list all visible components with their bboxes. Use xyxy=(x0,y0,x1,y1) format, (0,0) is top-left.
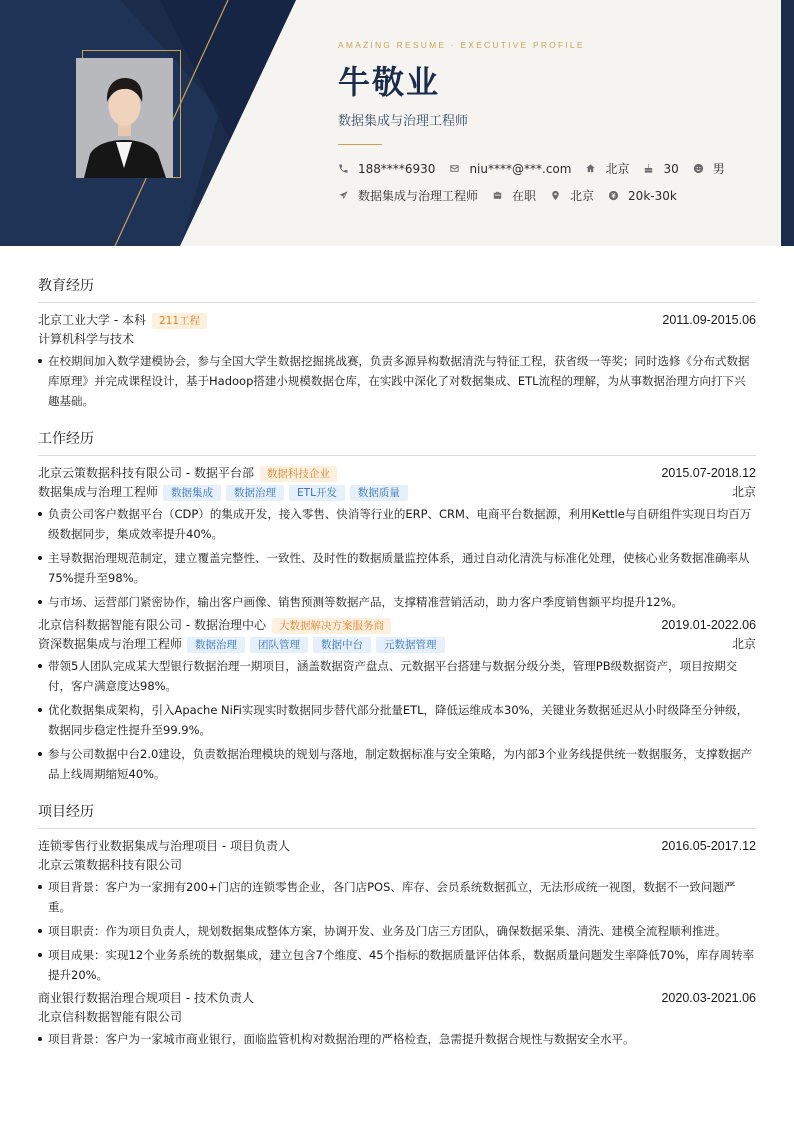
header-right-bar xyxy=(781,0,794,246)
resume-header xyxy=(0,0,794,246)
school-tag: 211工程 xyxy=(152,313,207,329)
education-section xyxy=(38,276,756,411)
job-entry xyxy=(38,616,756,784)
salary-item xyxy=(608,189,677,203)
skill-tag: 元数据管理 xyxy=(376,637,445,653)
section-title-education: 教育经历 xyxy=(38,276,756,303)
skill-tag: 数据治理 xyxy=(226,485,284,501)
skill-tag: 数据集成 xyxy=(163,485,221,501)
section-title-projects: 项目经历 xyxy=(38,802,756,829)
skill-tag: ETL开发 xyxy=(289,485,345,501)
salary-text: 20k-30k xyxy=(628,188,677,203)
age-item xyxy=(643,162,678,176)
mail-icon xyxy=(449,163,460,174)
candidate-name: 牛敬业 xyxy=(338,63,441,101)
education-bullets xyxy=(38,351,756,411)
job-bullet: 负责公司客户数据平台（CDP）的集成开发，接入零售、快消等行业的ERP、CRM、电商平台数据源，利用Kettle与自研组件实现日均百万级数据同步，集成效率提升40%。 xyxy=(38,504,756,544)
job-position: 资深数据集成与治理工程师 xyxy=(38,637,183,651)
target-city-item xyxy=(550,187,594,204)
hometown-text: 北京 xyxy=(605,162,630,176)
job-bullet: 与市场、运营部门紧密协作，输出客户画像、销售预测等数据产品，支撑精准营销活动，助力客户季度销售额平均提升12%。 xyxy=(38,592,756,612)
section-title-work: 工作经历 xyxy=(38,429,756,456)
location-pin-icon xyxy=(550,190,561,201)
skill-tag: 团队管理 xyxy=(250,637,308,653)
project-date: 2020.03-2021.06 xyxy=(661,991,756,1005)
skill-tag: 数据质量 xyxy=(350,485,408,501)
cake-icon xyxy=(643,163,654,174)
job-bullets xyxy=(38,504,756,612)
job-header-row xyxy=(38,464,756,483)
project-name: 商业银行数据治理合规项目 - 技术负责人 xyxy=(38,991,254,1005)
project-bullet: 项目职责：作为项目负责人，规划数据集成整体方案，协调开发、业务及门店三方团队，确保数据采集、清洗、建模全流程顺利推进。 xyxy=(38,921,756,941)
send-icon xyxy=(338,190,349,201)
gender-icon xyxy=(693,163,704,174)
briefcase-icon xyxy=(492,190,503,201)
project-header-row xyxy=(38,989,756,1008)
job-bullet: 参与公司数据中台2.0建设，负责数据治理模块的规划与落地，制定数据标准与安全策略，为内部3个业务线提供统一数据服务，支撑数据产品上线周期缩短40%。 xyxy=(38,744,756,784)
education-header-row xyxy=(38,311,756,330)
job-header-row xyxy=(38,616,756,635)
phone-text: 188****6930 xyxy=(358,161,436,176)
job-bullet: 主导数据治理规范制定，建立覆盖完整性、一致性、及时性的数据质量监控体系，通过自动化清洗与标准化处理，使核心业务数据准确率从75%提升至98%。 xyxy=(38,548,756,588)
home-icon xyxy=(585,163,596,174)
gold-divider xyxy=(338,144,382,145)
phone-item xyxy=(338,162,435,176)
school-name: 北京工业大学 - 本科 xyxy=(38,313,146,327)
project-entry xyxy=(38,837,756,985)
education-major: 计算机科学与技术 xyxy=(38,332,135,346)
job-entry xyxy=(38,464,756,612)
company-tag: 数据科技企业 xyxy=(260,466,337,482)
project-bullets xyxy=(38,877,756,985)
job-city: 北京 xyxy=(731,637,756,651)
education-date: 2011.09-2015.06 xyxy=(662,313,756,327)
resume-body xyxy=(38,276,756,1067)
job-city: 北京 xyxy=(731,485,756,499)
project-name: 连锁零售行业数据集成与治理项目 - 项目负责人 xyxy=(38,839,290,853)
hometown-item xyxy=(585,160,629,177)
project-date: 2016.05-2017.12 xyxy=(661,839,756,853)
email-text: niu****@***.com xyxy=(469,161,572,176)
job-position-row xyxy=(38,635,756,654)
job-bullets xyxy=(38,656,756,784)
salary-icon xyxy=(608,190,619,201)
project-entry xyxy=(38,989,756,1049)
phone-icon xyxy=(338,163,349,174)
job-position: 数据集成与治理工程师 xyxy=(38,485,159,499)
age-text: 30 xyxy=(663,161,679,176)
projects-section xyxy=(38,802,756,1049)
resume-tagline: AMAZING RESUME · EXECUTIVE PROFILE xyxy=(338,40,585,50)
job-bullet: 优化数据集成架构，引入Apache NiFi实现实时数据同步替代部分批量ETL，降低运维成本30%，关键业务数据延迟从小时级降至分钟级，数据同步稳定性提升至99.9%。 xyxy=(38,700,756,740)
status-text: 在职 xyxy=(512,189,537,203)
skill-tag: 数据治理 xyxy=(187,637,245,653)
candidate-title: 数据集成与治理工程师 xyxy=(338,114,469,129)
skill-tag: 数据中台 xyxy=(313,637,371,653)
job-company: 北京信科数据智能有限公司 - 数据治理中心 xyxy=(38,618,266,632)
project-bullet: 项目背景：客户为一家城市商业银行，面临监管机构对数据治理的严格检查，急需提升数据合规性与数据安全水平。 xyxy=(38,1029,756,1049)
profile-photo xyxy=(76,58,173,178)
project-header-row xyxy=(38,837,756,856)
gender-item xyxy=(693,160,725,177)
target-city-text: 北京 xyxy=(570,189,595,203)
gender-text: 男 xyxy=(712,162,725,176)
project-company: 北京信科数据智能有限公司 xyxy=(38,1010,183,1024)
job-company: 北京云策数据科技有限公司 - 数据平台部 xyxy=(38,466,254,480)
project-company: 北京云策数据科技有限公司 xyxy=(38,858,183,872)
target-position-text: 数据集成与治理工程师 xyxy=(358,189,479,203)
education-bullet: 在校期间加入数学建模协会，参与全国大学生数据挖掘挑战赛，负责多源异构数据清洗与特征工程，获省级一等奖；同时选修《分布式数据库原理》并完成课程设计，基于Hadoop搭建小规模数据仓库，在实践中深化了对数据集成、ETL流程的理解，为从事数据治理方向打下兴趣基础。 xyxy=(38,351,756,411)
project-bullets xyxy=(38,1029,756,1049)
target-position-item xyxy=(338,187,478,204)
email-item xyxy=(449,162,571,176)
project-bullet: 项目背景：客户为一家拥有200+门店的连锁零售企业，各门店POS、库存、会员系统数据孤立，无法形成统一视图，数据不一致问题严重。 xyxy=(38,877,756,917)
job-position-row xyxy=(38,483,756,502)
project-bullet: 项目成果：实现12个业务系统的数据集成，建立包含7个维度、45个指标的数据质量评估体系，数据质量问题发生率降低70%，库存周转率提升20%。 xyxy=(38,945,756,985)
job-date: 2019.01-2022.06 xyxy=(661,618,756,632)
contact-info-row xyxy=(338,160,739,177)
job-intent-row xyxy=(338,187,691,204)
status-item xyxy=(492,187,536,204)
work-section xyxy=(38,429,756,784)
job-bullet: 带领5人团队完成某大型银行数据治理一期项目，涵盖数据资产盘点、元数据平台搭建与数据分级分类，管理PB级数据资产，项目按期交付，客户满意度达98%。 xyxy=(38,656,756,696)
company-tag: 大数据解决方案服务商 xyxy=(272,618,391,634)
job-date: 2015.07-2018.12 xyxy=(661,466,756,480)
